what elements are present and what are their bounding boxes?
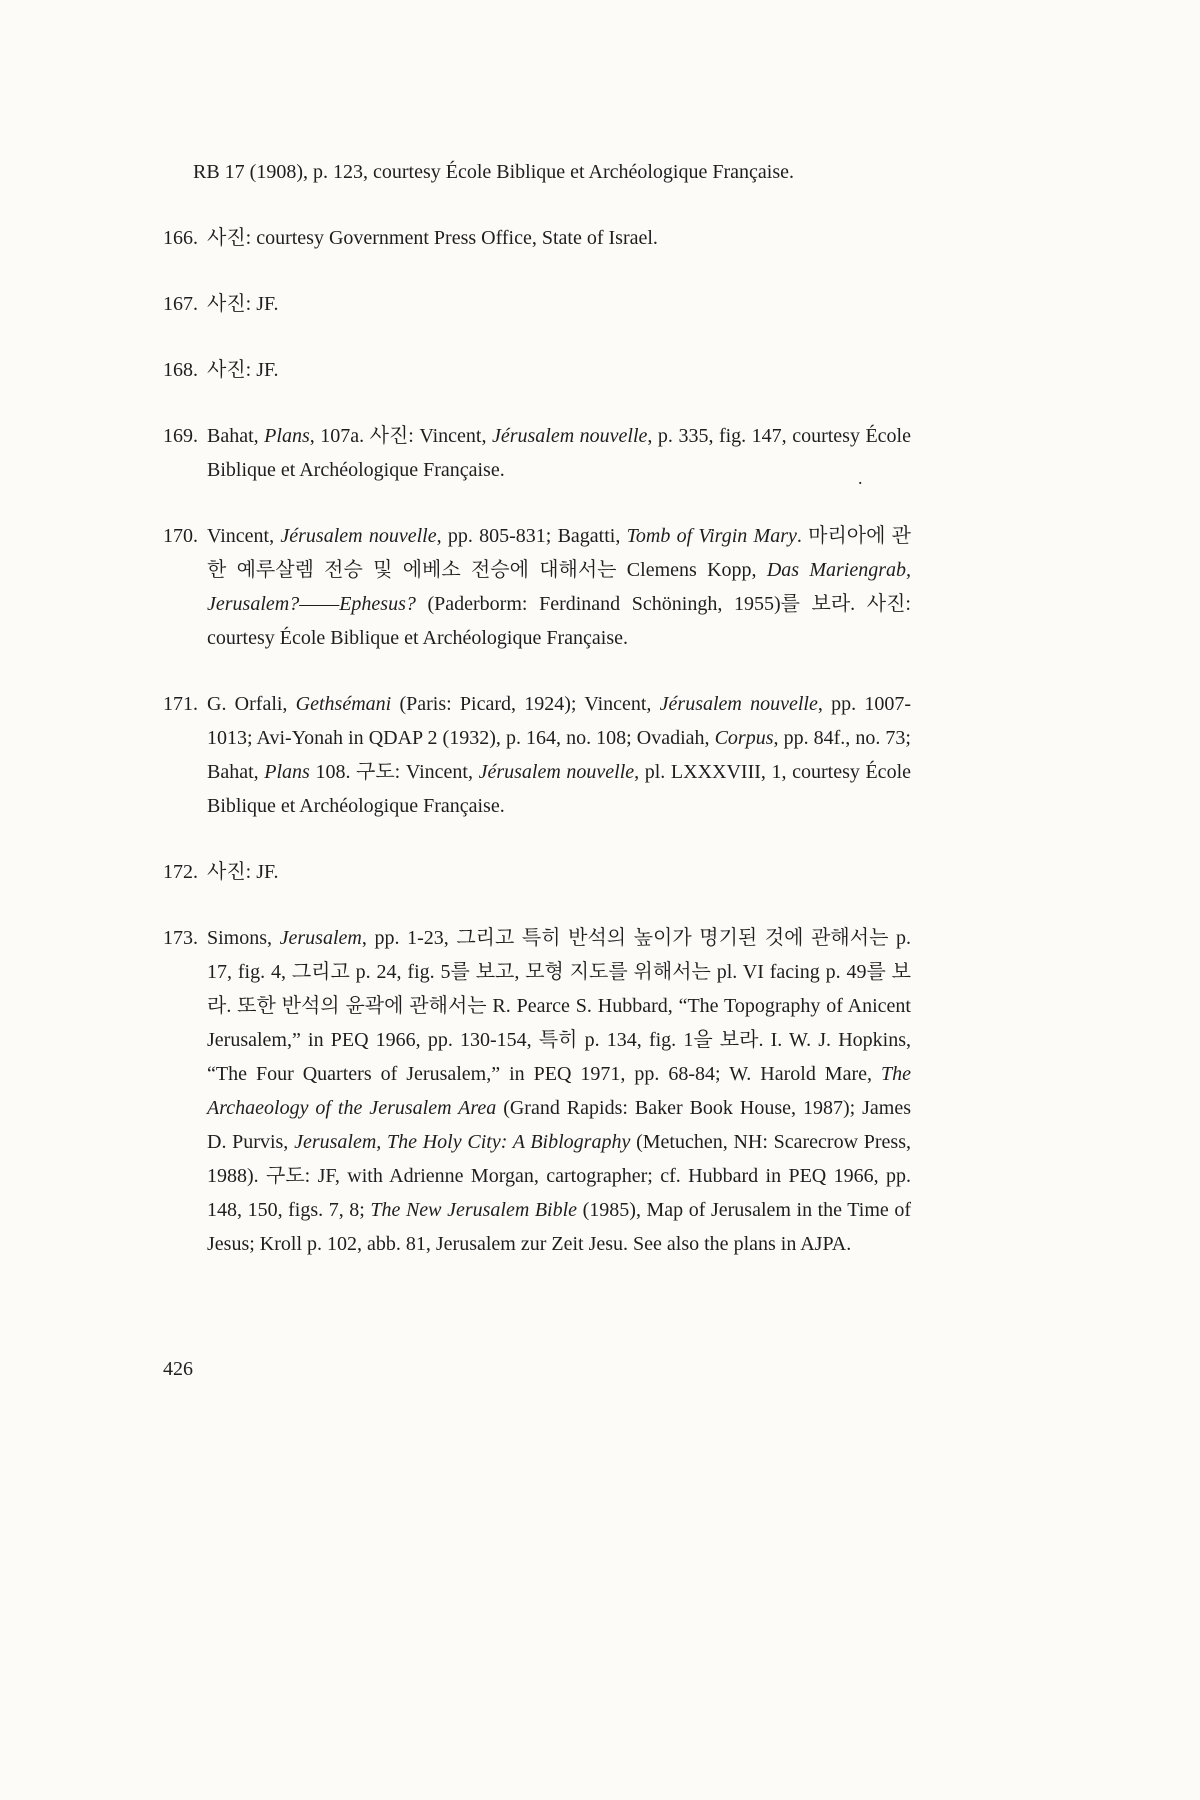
- text-run: (Grand Rapids: Baker Book House, 1987); James D. Purvis,: [207, 1097, 912, 1153]
- italic-title: Tomb of Virgin Mary: [626, 525, 797, 547]
- note-number: 172.: [163, 861, 198, 883]
- note-entry: [163, 287, 911, 321]
- text-run: , pp. 1-23, 그리고 특히 반석의 높이가 명기된 것에 관해서는 p. 17, fig. 4, 그리고 p. 24, fig. 5를 보고, 모형 지도를 위해서는 pl. VI facing p. 49를 보라. 또한 반석의 윤곽에 관해서는 R. Pearce S. Hubbard, “The Topography of Anicent Jerusalem,” in PEQ 1966, pp. 130-154, 특히 p. 134, fig. 1을 보라. I. W. J. Hopkins, “The Four Quarters of Jerusalem,” in PEQ 1971, pp. 68-84; W. Harold Mare,: [207, 927, 911, 1085]
- italic-title: Jérusalem nouvelle: [478, 761, 635, 783]
- note-entry: [163, 353, 911, 387]
- italic-title: Plans: [264, 425, 310, 447]
- text-run: Bahat,: [207, 425, 265, 447]
- italic-title: Gethsémani: [295, 693, 392, 715]
- text-run: , pp. 84f., no. 73; Bahat,: [207, 727, 911, 783]
- text-run: 사진: courtesy Government Press Office, State of Israel.: [207, 227, 658, 249]
- endnotes-list: [163, 155, 911, 1293]
- note-number: 169.: [163, 425, 198, 447]
- note-entry: [163, 519, 911, 655]
- text-run: , 107a. 사진: Vincent,: [309, 425, 492, 447]
- italic-title: Jérusalem nouvelle: [280, 525, 437, 547]
- text-run: , pl. LXXXVIII, 1, courtesy École Biblique et Archéologique Française.: [207, 761, 911, 817]
- text-run: Simons,: [207, 927, 280, 949]
- italic-title: Das Mariengrab, Jerusalem?: [207, 559, 911, 615]
- text-run: 108. 구도: Vincent,: [309, 761, 479, 783]
- italic-title: Jérusalem nouvelle: [659, 693, 818, 715]
- italic-title: Corpus: [714, 727, 774, 749]
- text-run: 사진: JF.: [207, 359, 279, 381]
- note-number: 171.: [163, 693, 198, 715]
- text-run: , pp. 1007-1013; Avi-Yonah in QDAP 2 (1932), p. 164, no. 108; Ovadiah,: [207, 693, 911, 749]
- text-run: Vincent,: [207, 525, 281, 547]
- italic-title: The New Jerusalem Bible: [370, 1199, 578, 1221]
- text-run: (Paris: Picard, 1924); Vincent,: [391, 693, 660, 715]
- note-number: 167.: [163, 293, 198, 315]
- note-entry: [163, 921, 911, 1261]
- text-run: 사진: JF.: [207, 293, 279, 315]
- text-run: . 마리아에 관한 예루살렘 전승 및 에베소 전승에 대해서는 Clemens Kopp,: [207, 525, 911, 581]
- page-number: 426: [163, 1358, 193, 1380]
- italic-title: The Archaeology of the Jerusalem Area: [207, 1063, 911, 1119]
- text-run: (Paderborm: Ferdinand Schöningh, 1955)를 보라. 사진: courtesy École Biblique et Archéologique Française.: [207, 593, 911, 649]
- note-number: 168.: [163, 359, 198, 381]
- text-run: RB 17 (1908), p. 123, courtesy École Biblique et Archéologique Française.: [193, 161, 794, 183]
- text-run: G. Orfali,: [207, 693, 296, 715]
- text-run: , pp. 805-831; Bagatti,: [436, 525, 627, 547]
- italic-title: Jérusalem nouvelle: [491, 425, 648, 447]
- scan-artifact-dot: .: [858, 468, 863, 488]
- note-entry: [163, 155, 911, 189]
- note-number: 173.: [163, 927, 198, 949]
- italic-title: Jerusalem, The Holy City: A Biblography: [294, 1131, 631, 1153]
- italic-title: Ephesus?: [339, 593, 416, 615]
- text-run: 사진: JF.: [207, 861, 279, 883]
- italic-title: Plans: [264, 761, 310, 783]
- text-run: (1985), Map of Jerusalem in the Time of Jesus; Kroll p. 102, abb. 81, Jerusalem zur Zeit Jesu. See also the plans in AJPA.: [207, 1199, 911, 1255]
- text-run: , p. 335, fig. 147, courtesy École Biblique et Archéologique Française.: [207, 425, 911, 481]
- note-entry: [163, 419, 911, 487]
- note-number: 166.: [163, 227, 198, 249]
- text-run: ——: [299, 593, 340, 615]
- note-entry: [163, 687, 911, 823]
- text-run: (Metuchen, NH: Scarecrow Press, 1988). 구도: JF, with Adrienne Morgan, cartographer; cf. Hubbard in PEQ 1966, pp. 148, 150, figs. 7, 8;: [207, 1131, 911, 1221]
- note-entry: [163, 855, 911, 889]
- note-number: 170.: [163, 525, 198, 547]
- italic-title: Jerusalem: [279, 927, 362, 949]
- note-entry: [163, 221, 911, 255]
